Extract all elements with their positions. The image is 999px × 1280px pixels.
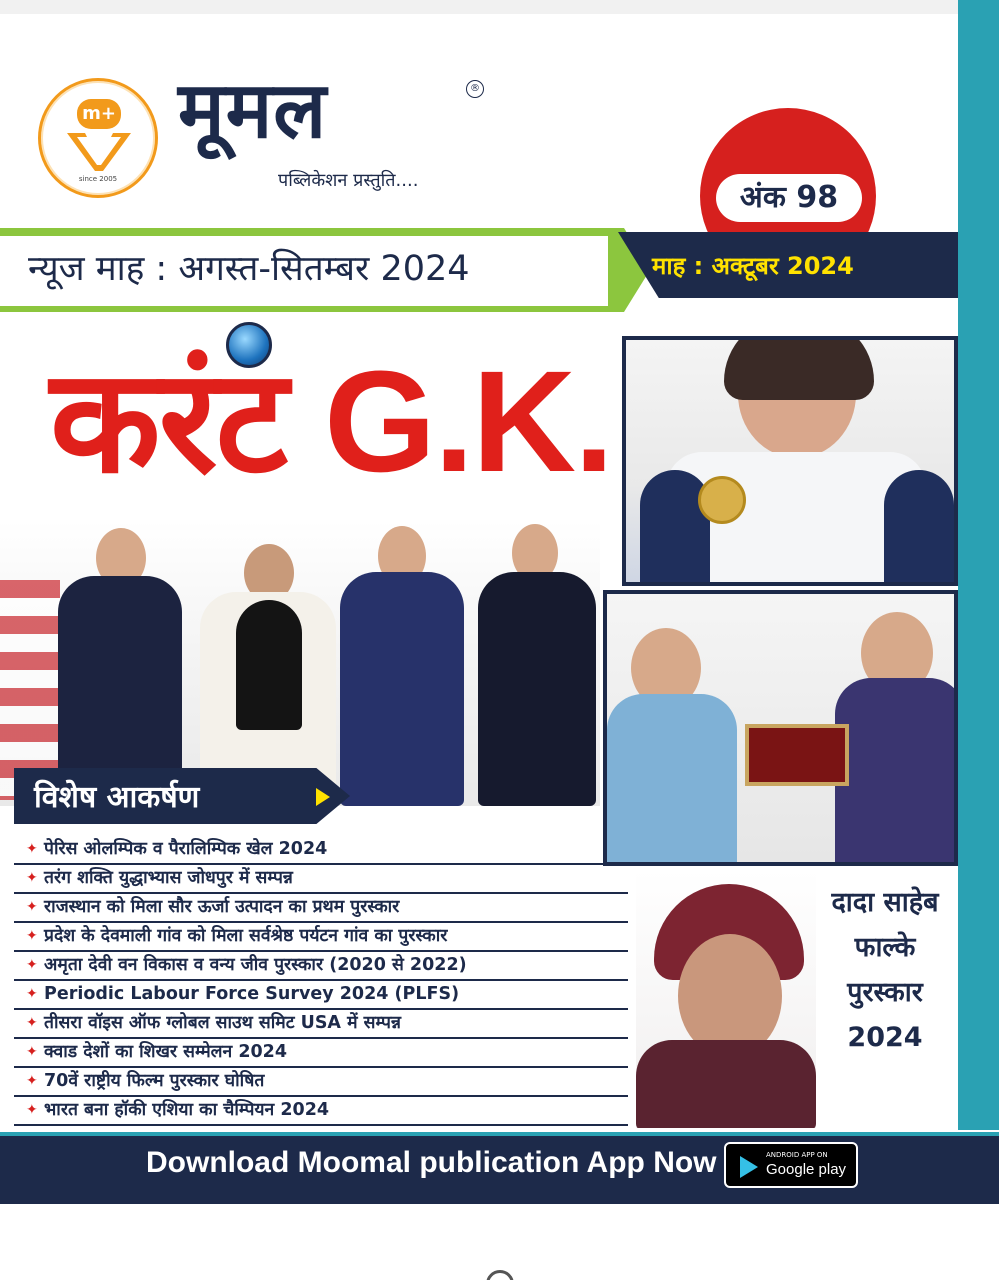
actor-scarf (636, 1040, 816, 1128)
magazine-title: करंट G.K. (50, 341, 613, 502)
athlete-arm-left (640, 470, 710, 586)
publisher-logo (38, 78, 158, 198)
list-item: ✦ तरंग शक्ति युद्धाभ्यास जोधपुर में सम्पन्न (14, 865, 628, 894)
download-cta: Download Moomal publication App Now (146, 1146, 717, 1179)
award-line-4: 2024 (847, 1022, 923, 1053)
star-bullet-icon: ✦ (26, 986, 38, 1002)
issue-number: अंक 98 (716, 174, 862, 222)
special-heading: विशेष आकर्षण (34, 780, 200, 815)
award-title (812, 880, 958, 1060)
star-bullet-icon: ✦ (26, 899, 38, 915)
star-bullet-icon: ✦ (26, 1102, 38, 1118)
star-bullet-icon: ✦ (26, 1044, 38, 1060)
store-label: Google play (766, 1161, 847, 1178)
award-box (745, 724, 849, 786)
list-item: ✦ तीसरा वॉइस ऑफ ग्लोबल साउथ समिट USA में सम्पन्न (14, 1010, 628, 1039)
medal-icon (698, 476, 746, 524)
award-line-2: फाल्के (854, 932, 916, 963)
athlete-hair (724, 336, 874, 400)
hands-icon (63, 131, 135, 173)
store-small-label: ANDROID APP ON (766, 1151, 828, 1159)
list-item: ✦ भारत बना हॉकी एशिया का चैम्पियन 2024 (14, 1097, 628, 1126)
award-line-1: दादा साहेब (831, 887, 939, 918)
highlights-list (14, 836, 628, 1126)
chief-minister-body (835, 678, 958, 866)
top-edge (0, 0, 958, 14)
list-item: ✦ अमृता देवी वन विकास व वन्य जीव पुरस्कार (2020 से 2022) (14, 952, 628, 981)
athlete-arm-right (884, 470, 954, 586)
star-bullet-icon: ✦ (26, 1073, 38, 1089)
actor-photo (636, 870, 816, 1128)
registered-mark: ® (466, 80, 484, 98)
logo-since: since 2005 (78, 175, 118, 183)
play-arrow-icon (316, 788, 330, 806)
side-accent-bar (958, 0, 999, 1130)
leader-4-body (478, 572, 596, 806)
star-bullet-icon: ✦ (26, 870, 38, 886)
news-month: न्यूज माह : अगस्त-सितम्बर 2024 (28, 249, 470, 289)
list-item: ✦ राजस्थान को मिला सौर ऊर्जा उत्पादन का प्रथम पुरस्कार (14, 894, 628, 923)
leader-2-jacket (236, 600, 302, 730)
award-ceremony-photo (603, 590, 958, 866)
star-bullet-icon: ✦ (26, 1015, 38, 1031)
list-item: ✦ पेरिस ओलम्पिक व पैरालिम्पिक खेल 2024 (14, 836, 628, 865)
star-bullet-icon: ✦ (26, 957, 38, 973)
star-bullet-icon: ✦ (26, 928, 38, 944)
list-item: ✦ क्वाड देशों का शिखर सम्मेलन 2024 (14, 1039, 628, 1068)
list-item: ✦ Periodic Labour Force Survey 2024 (PLFS) (14, 981, 628, 1010)
brand-subtitle: पब्लिकेशन प्रस्तुति.... (278, 170, 419, 191)
leader-3-body (340, 572, 464, 806)
logo-letter: m+ (77, 99, 121, 129)
issue-month: माह : अक्टूबर 2024 (652, 252, 854, 280)
list-item: ✦ प्रदेश के देवमाली गांव को मिला सर्वश्रेष्ठ पर्यटन गांव का पुरस्कार (14, 923, 628, 952)
brand-name: मूमल (178, 66, 328, 156)
google-play-badge[interactable] (724, 1142, 858, 1188)
list-item: ✦ 70वें राष्ट्रीय फिल्म पुरस्कार घोषित (14, 1068, 628, 1097)
athlete-photo (622, 336, 958, 586)
star-bullet-icon: ✦ (26, 841, 38, 857)
award-line-3: पुरस्कार (847, 977, 923, 1008)
quad-leaders-photo (0, 520, 600, 806)
page-edge-mark (486, 1270, 514, 1280)
play-store-icon (740, 1156, 758, 1178)
flag-stripes (0, 580, 60, 800)
